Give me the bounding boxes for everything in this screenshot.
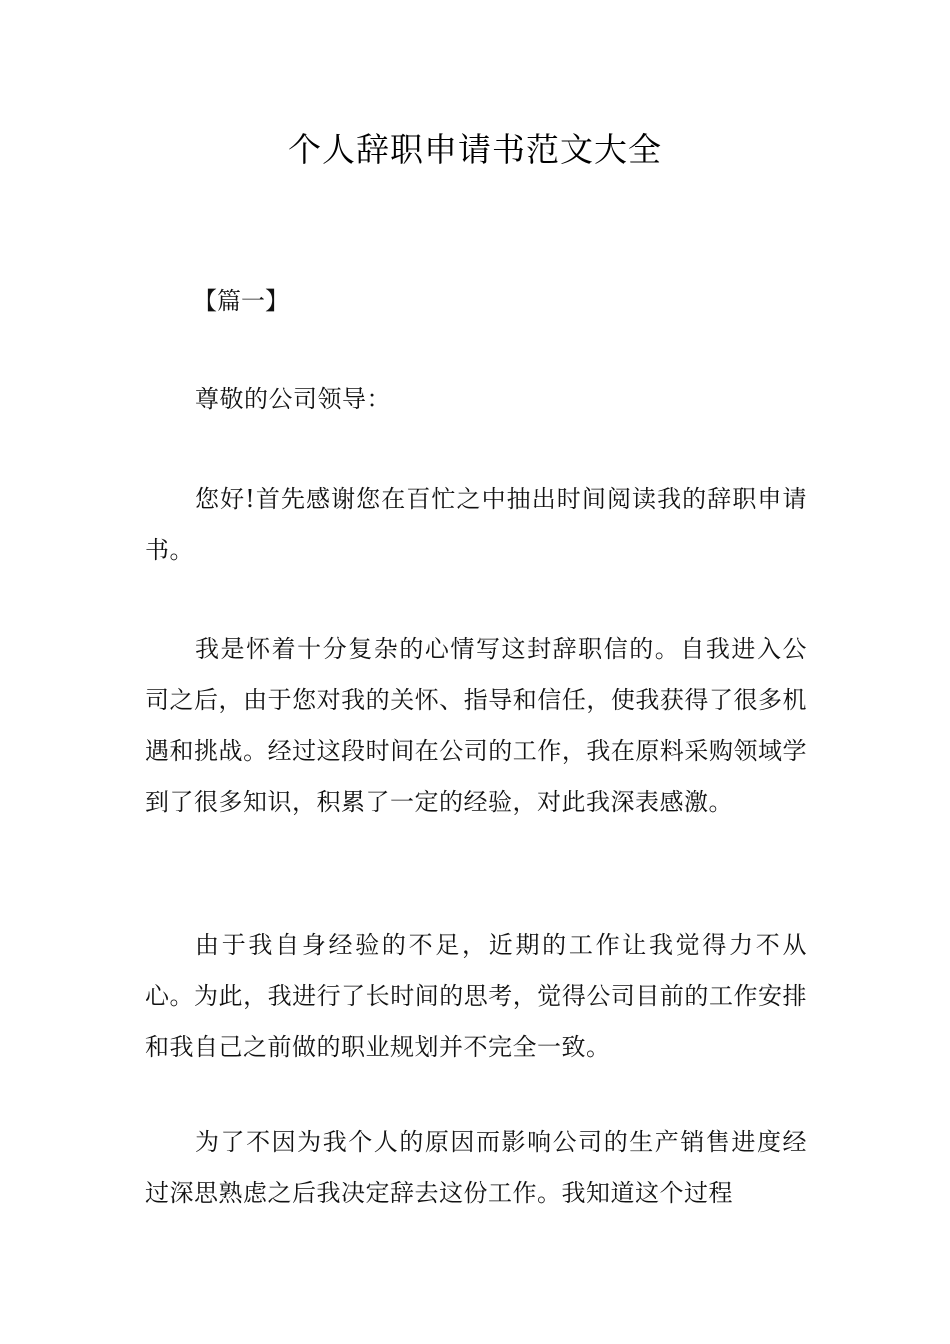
paragraph-1: 您好!首先感谢您在百忙之中抽出时间阅读我的辞职申请书。 [145,485,807,564]
paragraph-3: 由于我自身经验的不足，近期的工作让我觉得力不从心。为此，我进行了长时间的思考，觉得公司目前的工作安排和我自己之前做的职业规划并不完全一致。 [145,931,807,1061]
paragraph-2: 我是怀着十分复杂的心情写这封辞职信的。自我进入公司之后，由于您对我的关怀、指导和信任，使我获得了很多机遇和挑战。经过这段时间在公司的工作，我在原料采购领域学到了很多知识，积累了一定的经验，对此我深表感激。 [145,635,807,816]
paragraph-4: 为了不因为我个人的原因而影响公司的生产销售进度经过深思熟虑之后我决定辞去这份工作。我知道这个过程 [145,1128,807,1207]
salutation: 尊敬的公司领导： [195,385,391,413]
document-title: 个人辞职申请书范文大全 [288,130,662,169]
section-label: 【篇一】 [193,287,289,315]
